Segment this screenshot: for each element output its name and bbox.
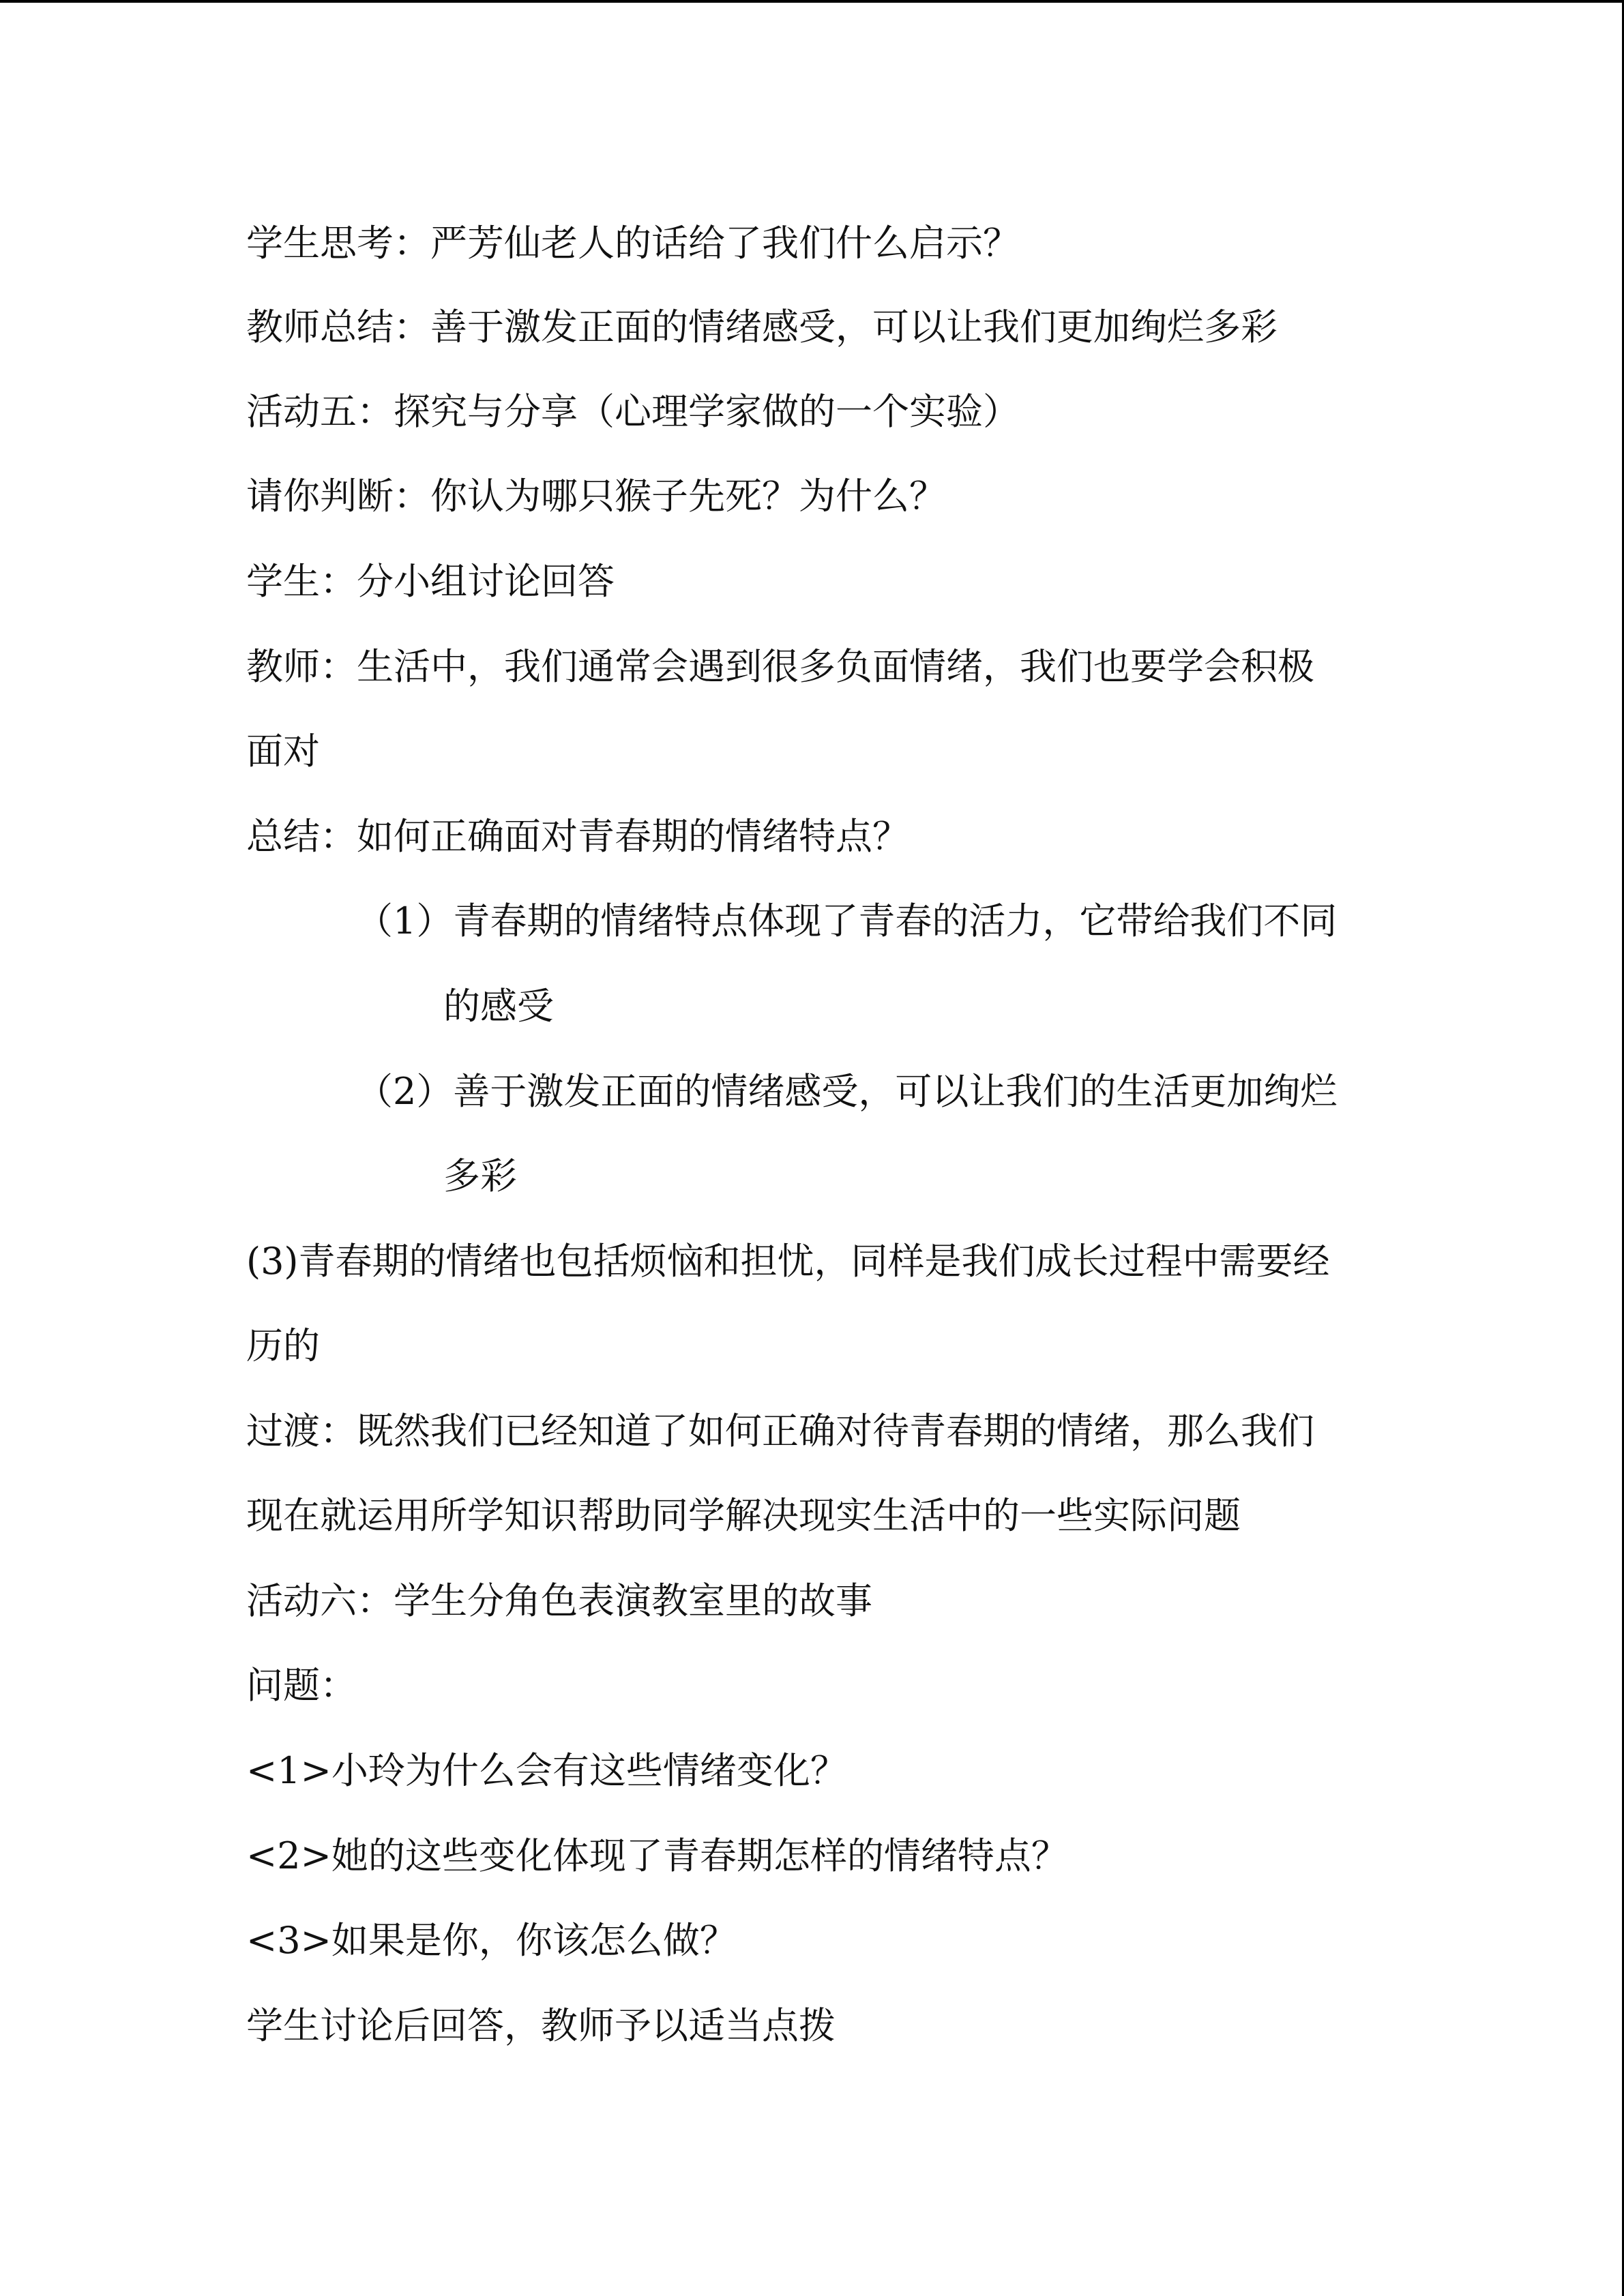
text-line: 学生讨论后回答，教师予以适当点拨 <box>246 2004 836 2047</box>
text-line: 教师：生活中，我们通常会遇到很多负面情绪，我们也要学会积极 <box>246 645 1314 688</box>
text-line: 学生：分小组讨论回答 <box>246 560 615 603</box>
list-item-continuation: 多彩 <box>443 1154 517 1197</box>
text-line: 请你判断：你认为哪只猴子先死？为什么？ <box>246 475 946 518</box>
text-line: 现在就运用所学知识帮助同学解决现实生活中的一些实际问题 <box>246 1494 1241 1537</box>
question-item: <2>她的这些变化体现了青春期怎样的情绪特点？ <box>246 1834 1068 1877</box>
list-item: （1）青春期的情绪特点体现了青春的活力，它带给我们不同 <box>356 899 1338 942</box>
list-item: （2）善于激发正面的情绪感受，可以让我们的生活更加绚烂 <box>356 1070 1338 1113</box>
text-line: 教师总结：善于激发正面的情绪感受，可以让我们更加绚烂多彩 <box>246 305 1278 348</box>
text-line: 学生思考：严芳仙老人的话给了我们什么启示？ <box>246 222 1020 265</box>
text-line: 总结：如何正确面对青春期的情绪特点？ <box>246 815 909 858</box>
text-line: 活动六：学生分角色表演教室里的故事 <box>246 1579 872 1622</box>
list-item-continuation: 的感受 <box>443 985 554 1028</box>
text-line: 过渡：既然我们已经知道了如何正确对待青春期的情绪，那么我们 <box>246 1410 1314 1452</box>
text-line: 问题： <box>246 1664 357 1707</box>
text-line: 历的 <box>246 1324 320 1367</box>
question-item: <3>如果是你，你该怎么做？ <box>246 1919 737 1962</box>
list-item: (3)青春期的情绪也包括烦恼和担忧，同样是我们成长过程中需要经 <box>246 1240 1330 1283</box>
text-line: 活动五：探究与分享（心理学家做的一个实验） <box>246 390 1020 433</box>
question-item: <1>小玲为什么会有这些情绪变化？ <box>246 1749 847 1792</box>
text-line: 面对 <box>246 730 320 773</box>
